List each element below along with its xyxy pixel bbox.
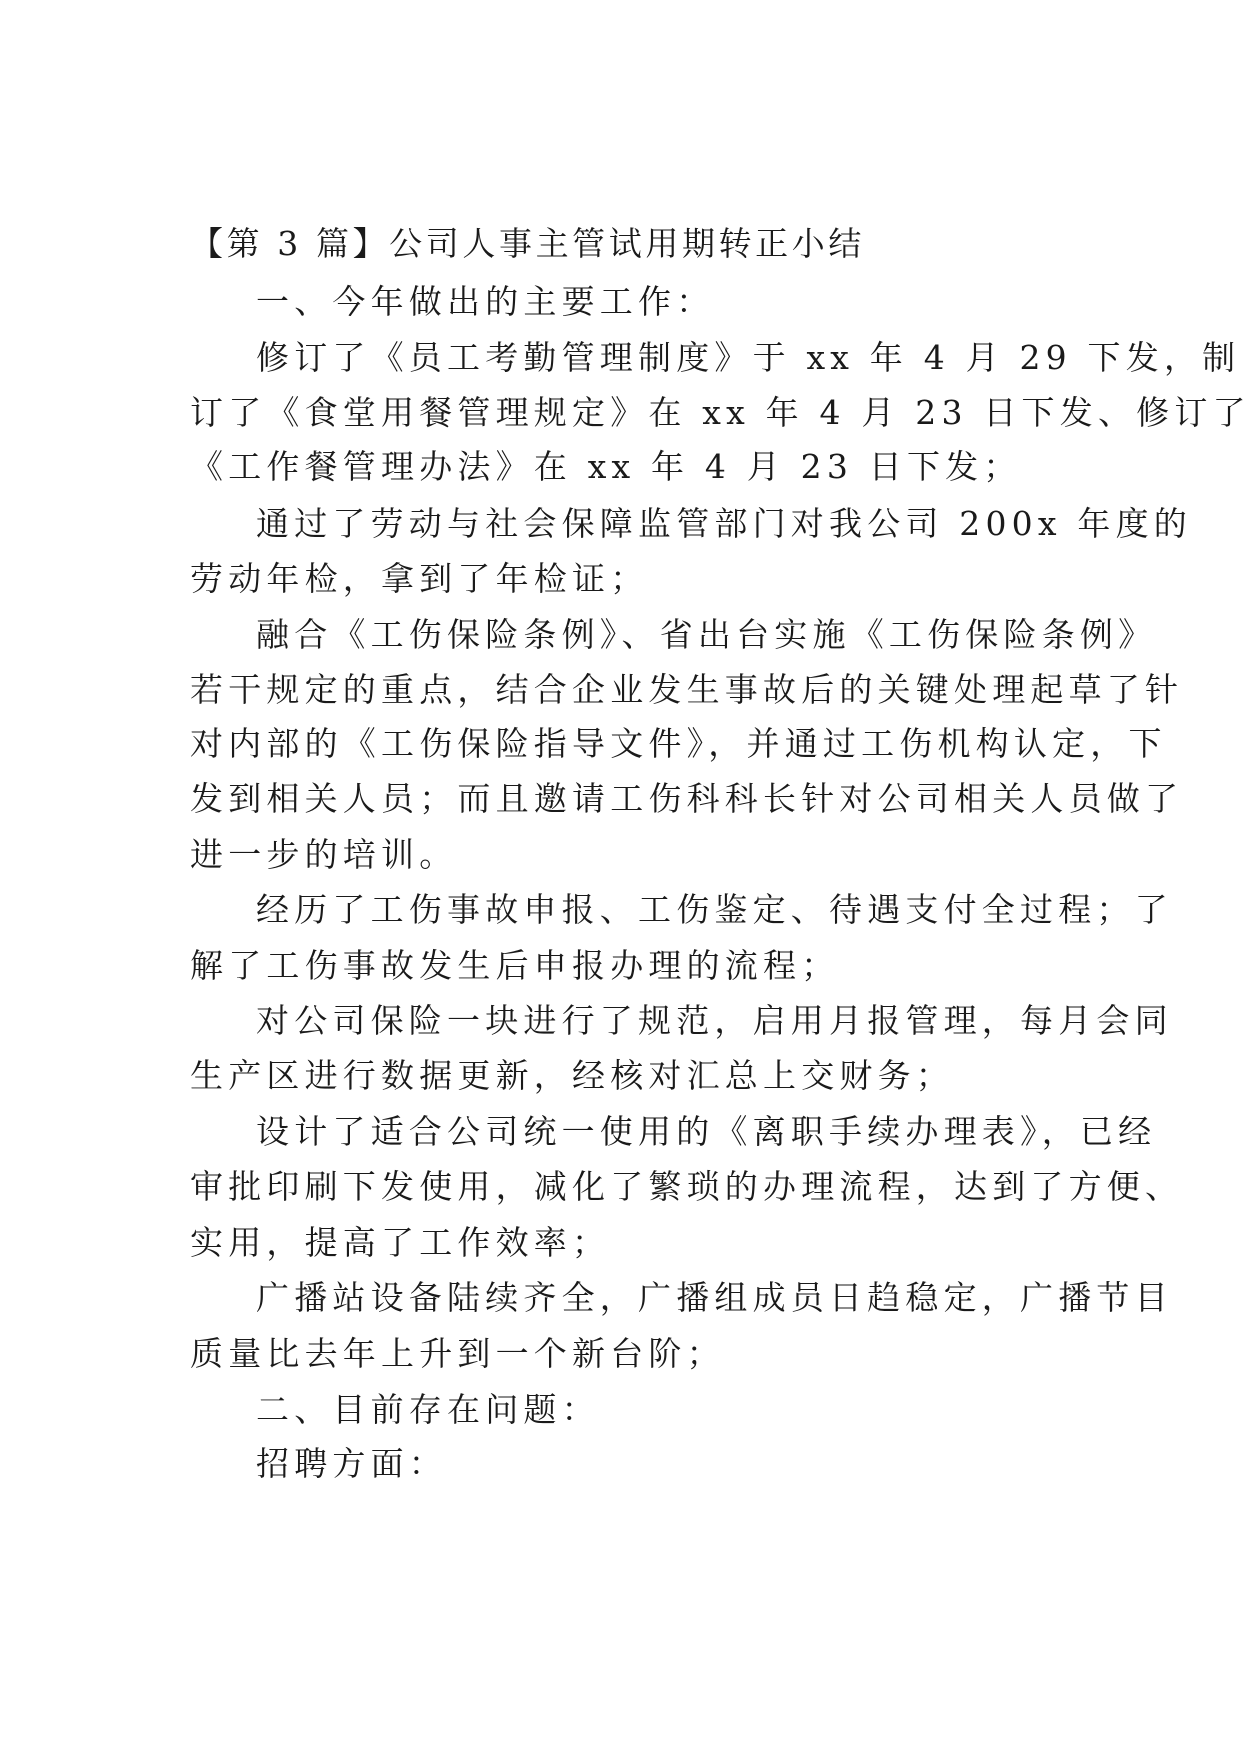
paragraph-line: 设计了适合公司统一使用的《离职手续办理表》，已经 [256, 1112, 1157, 1151]
paragraph-line: 修订了《员工考勤管理制度》于 xx 年 4 月 29 下发，制 [256, 338, 1241, 377]
section-heading: 一、今年做出的主要工作： [256, 282, 715, 321]
paragraph-line: 订了《食堂用餐管理规定》在 xx 年 4 月 23 日下发、修订了 [190, 393, 1251, 432]
paragraph-line: 进一步的培训。 [190, 835, 458, 874]
paragraph-line: 质量比去年上升到一个新台阶； [190, 1334, 725, 1373]
document-title: 【第 3 篇】公司人事主管试用期转正小结 [190, 224, 865, 263]
paragraph-line: 通过了劳动与社会保障监管部门对我公司 200x 年度的 [256, 504, 1192, 543]
paragraph-line: 劳动年检，拿到了年检证； [190, 559, 649, 598]
subsection-heading: 招聘方面： [256, 1444, 447, 1483]
paragraph-line: 广播站设备陆续齐全，广播组成员日趋稳定，广播节目 [256, 1278, 1173, 1317]
paragraph-line: 实用，提高了工作效率； [190, 1223, 611, 1262]
section-heading: 二、目前存在问题： [256, 1390, 600, 1429]
paragraph-line: 《工作餐管理办法》在 xx 年 4 月 23 日下发； [190, 447, 1022, 486]
paragraph-line: 融合《工伤保险条例》、省出台实施《工伤保险条例》 [256, 615, 1157, 654]
paragraph-line: 解了工伤事故发生后申报办理的流程； [190, 946, 840, 985]
paragraph-line: 对公司保险一块进行了规范，启用月报管理，每月会同 [256, 1001, 1173, 1040]
paragraph-line: 若干规定的重点，结合企业发生事故后的关键处理起草了针 [190, 670, 1184, 709]
paragraph-line: 审批印刷下发使用，减化了繁琐的办理流程，达到了方便、 [190, 1167, 1184, 1206]
paragraph-line: 生产区进行数据更新，经核对汇总上交财务； [190, 1056, 954, 1095]
paragraph-line: 对内部的《工伤保险指导文件》，并通过工伤机构认定，下 [190, 724, 1167, 763]
paragraph-line: 经历了工伤事故申报、工伤鉴定、待遇支付全过程；了 [256, 890, 1173, 929]
paragraph-line: 发到相关人员；而且邀请工伤科科长针对公司相关人员做了 [190, 779, 1184, 818]
